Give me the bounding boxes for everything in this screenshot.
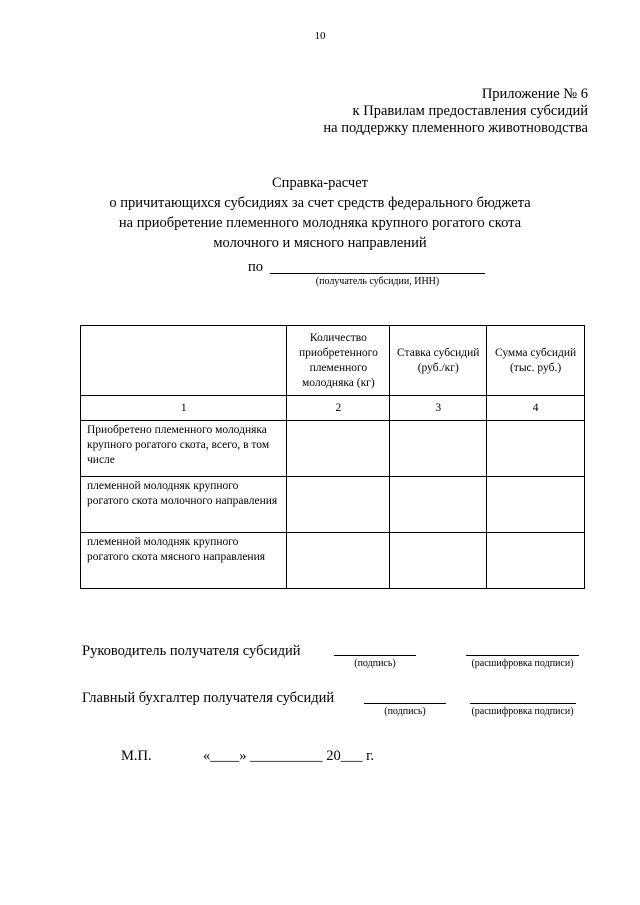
title-line-2: о причитающихся субсидиях за счет средств федерального бюджета (109, 195, 531, 211)
head-decoding-caption: (расшифровка подписи) (471, 658, 574, 669)
sum-cell (487, 421, 585, 477)
header-sum: Сумма субсидий (тыс. руб.) (487, 326, 585, 396)
sum-cell (487, 477, 585, 533)
accountant-decoding-line (470, 703, 576, 704)
title-line-3: на приобретение племенного молодняка крупного рогатого скота (118, 215, 522, 231)
title-line-4: молочного и мясного направлений (213, 235, 427, 251)
head-signature-caption: (подпись) (354, 658, 396, 669)
appendix-header (323, 86, 588, 137)
page-number: 10 (314, 30, 326, 42)
table-row (81, 421, 585, 477)
quantity-cell (287, 533, 390, 589)
table-header-row (81, 326, 585, 396)
date-line: «____» __________ 20___ г. (203, 748, 375, 764)
recipient-caption: (получатель субсидии, ИНН) (315, 276, 440, 287)
rate-cell (390, 477, 487, 533)
head-signature-label: Руководитель получателя субсидий (82, 643, 301, 659)
head-decoding-line (466, 655, 579, 656)
column-number: 3 (390, 396, 487, 421)
accountant-signature-line (364, 703, 446, 704)
row-label-dairy: племенной молодняк крупного рогатого скота молочного направления (81, 477, 287, 533)
column-number: 2 (287, 396, 390, 421)
quantity-cell (287, 421, 390, 477)
table-row (81, 533, 585, 589)
stamp-placeholder: М.П. (121, 748, 152, 764)
rate-cell (390, 421, 487, 477)
accountant-decoding-caption: (расшифровка подписи) (471, 706, 574, 717)
header-empty-cell (81, 326, 287, 396)
subsidy-calculation-table (80, 325, 585, 589)
sum-cell (487, 533, 585, 589)
quantity-cell (287, 477, 390, 533)
column-number: 1 (81, 396, 287, 421)
appendix-line-3: на поддержку племенного животноводства (323, 120, 588, 136)
table-row (81, 477, 585, 533)
accountant-signature-label: Главный бухгалтер получателя субсидий (82, 690, 335, 706)
title-line-1: Справка-расчет (272, 175, 368, 191)
column-number-row (81, 396, 585, 421)
header-quantity: Количество приобретенного племенного молодняка (кг) (287, 326, 390, 396)
recipient-prefix: по (248, 259, 264, 275)
document-title (0, 173, 640, 253)
recipient-blank-line (270, 273, 485, 274)
rate-cell (390, 533, 487, 589)
appendix-line-1: Приложение № 6 (481, 86, 588, 102)
head-signature-line (334, 655, 416, 656)
accountant-signature-caption: (подпись) (384, 706, 426, 717)
header-rate: Ставка субсидий (руб./кг) (390, 326, 487, 396)
row-label-total: Приобретено племенного молодняка крупного рогатого скота, всего, в том числе (81, 421, 287, 477)
row-label-beef: племенной молодняк крупного рогатого скота мясного направления (81, 533, 287, 589)
appendix-line-2: к Правилам предоставления субсидий (352, 103, 588, 119)
column-number: 4 (487, 396, 585, 421)
